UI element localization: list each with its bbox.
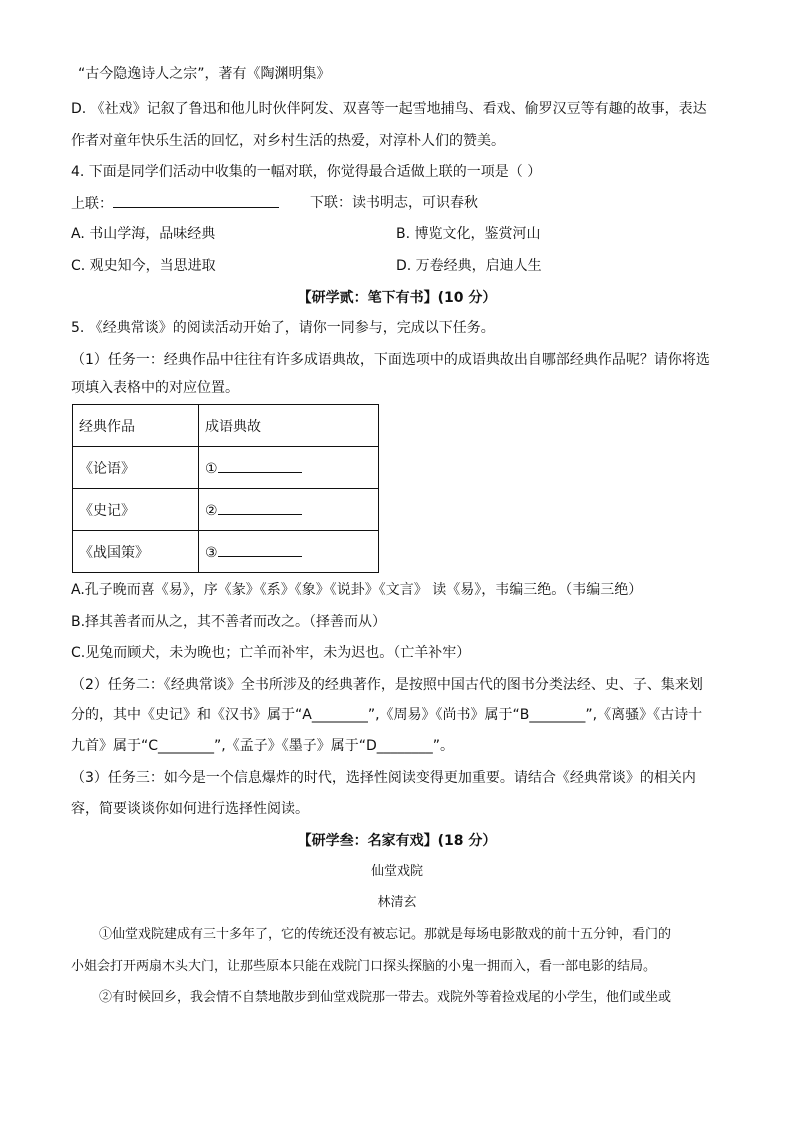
lower-couplet: 下联：读书明志，可识春秋: [310, 195, 478, 211]
upper-couplet-label: 上联：: [71, 196, 113, 212]
answer-cell[interactable]: [199, 447, 379, 489]
answer-cell[interactable]: [199, 489, 379, 531]
table-row: [73, 447, 379, 489]
option-d-sheixi: D. 《社戏》记叙了鲁迅和他儿时伙伴阿发、双喜等一起雪地捕鸟、看戏、偷罗汉豆等有趣的故事，表达: [71, 101, 707, 117]
option-5a: A.孔子晚而喜《易》，序《彖》《系》《象》《说卦》《文言》 读《易》，韦编三绝。（韦编三绝）: [71, 582, 643, 598]
table-row: [73, 531, 379, 573]
text-line: “古今隐逸诗人之宗”，著有《陶渊明集》: [78, 66, 331, 82]
circled-number: ②: [205, 503, 218, 519]
answer-blank[interactable]: [218, 500, 302, 515]
article-paragraph: ①仙堂戏院建成有三十多年了，它的传统还没有被忘记。那就是每场电影散戏的前十五分钟，看门的: [99, 927, 672, 942]
section-heading-3: 【研学叁：名家有戏】(18 分）: [297, 833, 497, 849]
article-title: 仙堂戏院: [370, 864, 423, 879]
article-author: 林清玄: [377, 895, 417, 910]
circled-number: ①: [205, 461, 218, 477]
task-1-text: （1）任务一：经典作品中往往有许多成语典故，下面选项中的成语典故出自哪部经典作品呢？请你将选: [71, 352, 710, 368]
option-a: A. 书山学海，品味经典: [71, 226, 216, 242]
table-header-cell: 经典作品: [73, 405, 199, 447]
question-5: 5. 《经典常谈》的阅读活动开始了，请你一同参与，完成以下任务。: [71, 320, 495, 336]
answer-blank[interactable]: [113, 193, 279, 208]
article-paragraph: 小姐会打开两扇木头大门，让那些原本只能在戏院门口探头探脑的小鬼一拥而入，看一部电影的结局。: [71, 959, 657, 974]
answer-blank[interactable]: [218, 458, 302, 473]
task-3-text: 容，简要谈谈你如何进行选择性阅读。: [71, 801, 309, 817]
text-line: 作者对童年快乐生活的回忆，对乡村生活的热爱，对淳朴人们的赞美。: [71, 133, 505, 149]
table-row: [73, 489, 379, 531]
option-b: B. 博览文化，鉴赏河山: [396, 226, 541, 242]
answer-cell[interactable]: [199, 531, 379, 573]
question-4: 4. 下面是同学们活动中收集的一幅对联，你觉得最合适做上联的一项是（ ）: [71, 164, 542, 180]
table-header-cell: 成语典故: [199, 405, 379, 447]
task-1-text: 项填入表格中的对应位置。: [71, 380, 239, 396]
circled-number: ③: [205, 545, 218, 561]
classics-table: [72, 404, 379, 573]
option-5b: B.择其善者而从之，其不善者而改之。（择善而从）: [71, 614, 387, 630]
work-title-cell: 《战国策》: [73, 531, 199, 573]
task-2-text: （2）任务二：《经典常谈》全书所涉及的经典著作，是按照中国古代的图书分类法经、史、子、集来划: [71, 677, 703, 693]
section-heading-2: 【研学贰：笔下有书】(10 分）: [297, 290, 497, 306]
option-d: D. 万卷经典，启迪人生: [396, 258, 542, 274]
article-paragraph: ②有时候回乡，我会情不自禁地散步到仙堂戏院那一带去。戏院外等着捡戏尾的小学生，他们或坐或: [99, 990, 672, 1005]
work-title-cell: 《史记》: [73, 489, 199, 531]
task-3-text: （3）任务三：如今是一个信息爆炸的时代，选择性阅读变得更加重要。请结合《经典常谈》的相关内: [71, 770, 696, 786]
work-title-cell: 《论语》: [73, 447, 199, 489]
table-header-row: [73, 405, 379, 447]
couplet-line: [71, 193, 279, 214]
task-2-text: 九首》属于“C________”,《孟子》《墨子》属于“D________”。: [71, 738, 455, 754]
option-c: C. 观史知今，当思进取: [71, 258, 216, 274]
option-5c: C.见兔而顾犬，未为晚也；亡羊而补牢，未为迟也。（亡羊补牢）: [71, 645, 471, 661]
answer-blank[interactable]: [218, 542, 302, 557]
task-2-text: 分的，其中《史记》和《汉书》属于“A________”,《周易》《尚书》属于“B________”,《离骚》《古诗十: [71, 707, 703, 723]
